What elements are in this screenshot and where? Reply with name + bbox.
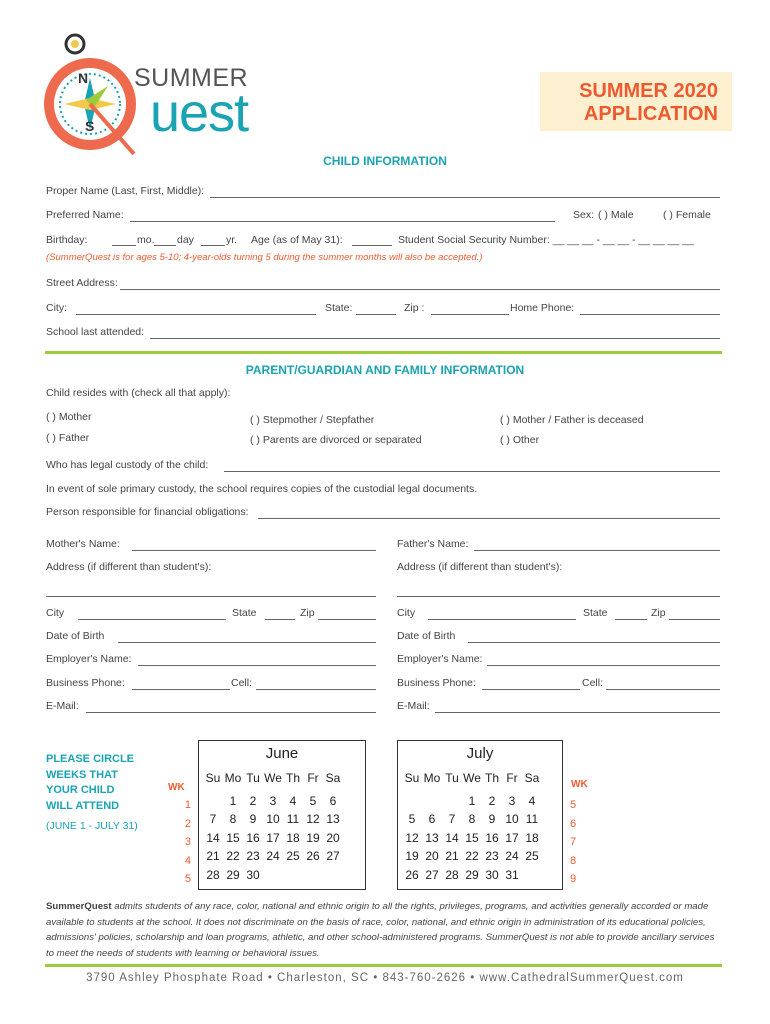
mother-address-label: Address (if different than student's): bbox=[46, 561, 212, 573]
mother-employer-field[interactable] bbox=[138, 665, 376, 666]
june-day: 1 bbox=[229, 793, 237, 808]
july-day bbox=[442, 792, 462, 811]
june-day: 20 bbox=[326, 830, 340, 845]
july-day: 18 bbox=[525, 830, 539, 845]
june-day: 22 bbox=[226, 849, 240, 864]
age-label: Age (as of May 31): bbox=[251, 234, 343, 246]
june-day: 24 bbox=[266, 849, 280, 864]
july-day: 2 bbox=[488, 793, 496, 808]
june-week-3[interactable]: 3 bbox=[184, 836, 191, 848]
mother-state-label: State bbox=[232, 607, 257, 619]
footer-address: 3790 Ashley Phosphate Road • Charleston, SC • 843-760-2626 • www.CathedralSummerQuest.com bbox=[86, 972, 684, 984]
june-day: 6 bbox=[329, 793, 337, 808]
city-label: City: bbox=[46, 302, 67, 314]
compass-s: S bbox=[85, 118, 95, 134]
june-dow: Mo bbox=[224, 771, 242, 786]
june-dow: Sa bbox=[325, 771, 341, 786]
compass-icon bbox=[38, 26, 148, 156]
birthday-year-field[interactable] bbox=[201, 245, 225, 246]
july-day: 27 bbox=[425, 867, 439, 882]
sex-label: Sex: bbox=[573, 209, 595, 221]
father-dob-field[interactable] bbox=[468, 642, 720, 643]
june-day bbox=[283, 866, 303, 885]
mother-city-field[interactable] bbox=[78, 619, 226, 620]
ssn-label[interactable]: Student Social Security Number: __ __ __ - __ __ - __ __ __ __ bbox=[398, 234, 694, 246]
state-field[interactable] bbox=[356, 314, 396, 315]
june-day bbox=[323, 866, 343, 885]
june-month-title: June bbox=[265, 745, 299, 762]
july-day bbox=[422, 792, 442, 811]
mother-cell-field[interactable] bbox=[256, 689, 376, 690]
july-dow: Sa bbox=[524, 771, 540, 786]
july-day: 13 bbox=[425, 830, 439, 845]
july-day bbox=[402, 792, 422, 811]
state-label: State: bbox=[325, 302, 353, 314]
july-day: 8 bbox=[468, 812, 476, 827]
june-dow: Tu bbox=[246, 771, 260, 786]
instruction-line-2: WEEKS THAT bbox=[46, 768, 118, 781]
june-day: 21 bbox=[206, 849, 220, 864]
mother-cell-label: Cell: bbox=[231, 677, 253, 689]
father-name-label: Father's Name: bbox=[397, 538, 469, 550]
june-day: 23 bbox=[246, 849, 260, 864]
birthday-month-field[interactable] bbox=[112, 245, 136, 246]
july-dow: Mo bbox=[423, 771, 441, 786]
july-wk-header: WK bbox=[571, 779, 588, 790]
home-phone-label: Home Phone: bbox=[510, 302, 575, 314]
school-label: School last attended: bbox=[46, 326, 145, 338]
mother-name-label: Mother's Name: bbox=[46, 538, 120, 550]
father-address-label: Address (if different than student's): bbox=[397, 561, 563, 573]
june-week-5[interactable]: 5 bbox=[184, 873, 191, 885]
july-day: 10 bbox=[505, 812, 519, 827]
july-day: 14 bbox=[445, 830, 459, 845]
mother-state-field[interactable] bbox=[265, 619, 295, 620]
june-days bbox=[203, 769, 343, 884]
compass-n: N bbox=[78, 70, 89, 86]
june-day: 3 bbox=[269, 793, 277, 808]
july-day: 26 bbox=[405, 867, 419, 882]
july-day: 28 bbox=[445, 867, 459, 882]
sole-custody-note: In event of sole primary custody, the school requires copies of the custodial legal documents. bbox=[46, 483, 478, 495]
june-week-numbers bbox=[181, 796, 191, 889]
mother-business-phone-label: Business Phone: bbox=[46, 677, 125, 689]
father-city-label: City bbox=[397, 607, 416, 619]
july-day: 22 bbox=[465, 849, 479, 864]
birthday-label: Birthday: bbox=[46, 234, 88, 246]
option-stepparent[interactable]: ( ) Stepmother / Stepfather bbox=[250, 414, 375, 426]
july-calendar bbox=[397, 740, 563, 890]
option-father[interactable]: ( ) Father bbox=[46, 432, 90, 444]
june-day bbox=[263, 866, 283, 885]
mother-zip-label: Zip bbox=[300, 607, 315, 619]
zip-label: Zip : bbox=[404, 302, 425, 314]
sex-female-option[interactable]: ( ) Female bbox=[663, 209, 711, 221]
financial-field[interactable] bbox=[258, 518, 720, 519]
street-address-label: Street Address: bbox=[46, 277, 118, 289]
july-day: 23 bbox=[485, 849, 499, 864]
father-business-phone-label: Business Phone: bbox=[397, 677, 476, 689]
july-day: 11 bbox=[525, 812, 539, 827]
july-day: 6 bbox=[428, 812, 436, 827]
title-line2: APPLICATION bbox=[583, 103, 718, 125]
july-day: 19 bbox=[405, 849, 419, 864]
june-dow: Su bbox=[205, 771, 221, 786]
footer-divider bbox=[45, 964, 722, 967]
july-day bbox=[522, 866, 542, 885]
july-day: 21 bbox=[445, 849, 459, 864]
mother-email-label: E-Mail: bbox=[46, 700, 79, 712]
birthday-day-field[interactable] bbox=[154, 245, 176, 246]
july-dow: Fr bbox=[506, 771, 518, 786]
july-day: 3 bbox=[508, 793, 516, 808]
july-week-numbers bbox=[570, 796, 576, 889]
mother-dob-label: Date of Birth bbox=[46, 630, 105, 642]
july-week-6[interactable]: 6 bbox=[570, 817, 577, 830]
application-title bbox=[540, 80, 718, 126]
father-state-field[interactable] bbox=[615, 619, 647, 620]
birthday-yr-label: yr. bbox=[226, 234, 238, 246]
father-cell-label: Cell: bbox=[582, 677, 604, 689]
father-employer-field[interactable] bbox=[487, 665, 720, 666]
june-day: 12 bbox=[306, 812, 320, 827]
june-day: 29 bbox=[226, 867, 240, 882]
june-day: 17 bbox=[266, 830, 280, 845]
july-dow: Su bbox=[404, 771, 420, 786]
july-day: 15 bbox=[465, 830, 479, 845]
father-email-field[interactable] bbox=[435, 712, 720, 713]
nondiscrimination-statement bbox=[46, 899, 722, 961]
july-day: 1 bbox=[468, 793, 476, 808]
june-week-2[interactable]: 2 bbox=[184, 817, 191, 830]
age-note: (SummerQuest is for ages 5-10; 4-year-olds turning 5 during the summer months will also be accepted.) bbox=[46, 252, 483, 263]
father-zip-field[interactable] bbox=[669, 619, 720, 620]
june-week-1[interactable]: 1 bbox=[184, 799, 191, 811]
resides-label: Child resides with (check all that apply): bbox=[46, 387, 231, 399]
proper-name-field[interactable] bbox=[210, 197, 720, 198]
june-dow: Th bbox=[285, 771, 300, 786]
june-wk-header: WK bbox=[168, 782, 185, 793]
logo-summer: SUMMER bbox=[134, 64, 249, 92]
june-day: 5 bbox=[309, 793, 317, 808]
father-zip-label: Zip bbox=[651, 607, 666, 619]
june-day: 4 bbox=[289, 793, 297, 808]
july-day: 29 bbox=[465, 867, 479, 882]
option-other[interactable]: ( ) Other bbox=[500, 434, 540, 446]
july-day: 30 bbox=[485, 867, 499, 882]
birthday-mo-label: mo. bbox=[137, 234, 155, 246]
july-day: 4 bbox=[528, 793, 536, 808]
father-state-label: State bbox=[583, 607, 608, 619]
home-phone-field[interactable] bbox=[580, 314, 720, 315]
june-day: 25 bbox=[286, 849, 300, 864]
option-deceased[interactable]: ( ) Mother / Father is deceased bbox=[500, 414, 644, 426]
mother-zip-field[interactable] bbox=[318, 619, 376, 620]
statement-text: admits students of any race, color, national and ethnic origin to all the rights, privileges, programs, and activities generally accorded or made available to students at the school. It does not discriminate on the basis of race, color, national, and ethnic origin in administration of its educational policies, admissions' policies, scholarship and loan programs, athletic, and other school-administered programs. SummerQuest is not able to provide ancillary services to meet the needs of students with learning or behavioral issues. bbox=[46, 901, 715, 959]
mother-business-phone-field[interactable] bbox=[132, 689, 230, 690]
weeks-range: (JUNE 1 - JULY 31) bbox=[46, 820, 138, 832]
birthday-day-label: day bbox=[177, 234, 194, 246]
june-day bbox=[303, 866, 323, 885]
father-email-label: E-Mail: bbox=[397, 700, 430, 712]
july-day: 25 bbox=[525, 849, 539, 864]
june-day: 26 bbox=[306, 849, 320, 864]
father-dob-label: Date of Birth bbox=[397, 630, 456, 642]
instruction-line-4: WILL ATTEND bbox=[46, 799, 120, 812]
july-day: 7 bbox=[448, 812, 456, 827]
custody-field[interactable] bbox=[224, 471, 720, 472]
june-day: 28 bbox=[206, 867, 220, 882]
financial-label: Person responsible for financial obligations: bbox=[46, 506, 249, 518]
june-week-4[interactable]: 4 bbox=[184, 854, 191, 867]
july-days bbox=[402, 769, 542, 884]
july-dow: Th bbox=[484, 771, 499, 786]
preferred-name-label: Preferred Name: bbox=[46, 209, 124, 221]
age-field[interactable] bbox=[352, 245, 392, 246]
statement-brand: SummerQuest bbox=[46, 901, 112, 912]
june-dow: Fr bbox=[307, 771, 319, 786]
july-day: 9 bbox=[488, 812, 496, 827]
june-day: 13 bbox=[326, 812, 340, 827]
july-day: 24 bbox=[505, 849, 519, 864]
preferred-name-field[interactable] bbox=[130, 221, 555, 222]
july-day: 12 bbox=[405, 830, 419, 845]
july-week-5[interactable]: 5 bbox=[570, 799, 577, 811]
july-day: 5 bbox=[408, 812, 416, 827]
june-calendar bbox=[198, 740, 366, 890]
section-divider bbox=[45, 351, 722, 354]
june-day: 16 bbox=[246, 830, 260, 845]
mother-address-field[interactable] bbox=[46, 596, 376, 597]
circle-weeks-instruction bbox=[46, 752, 134, 814]
mother-employer-label: Employer's Name: bbox=[46, 653, 132, 665]
july-month-title: July bbox=[466, 745, 494, 762]
title-line1: SUMMER 2020 bbox=[579, 80, 718, 102]
sex-male-option[interactable]: ( ) Male bbox=[598, 209, 634, 221]
mother-city-label: City bbox=[46, 607, 65, 619]
father-employer-label: Employer's Name: bbox=[397, 653, 483, 665]
parent-info-heading: PARENT/GUARDIAN AND FAMILY INFORMATION bbox=[245, 363, 525, 377]
proper-name-label: Proper Name (Last, First, Middle): bbox=[46, 185, 205, 197]
street-address-field[interactable] bbox=[120, 289, 720, 290]
july-day: 20 bbox=[425, 849, 439, 864]
mother-name-field[interactable] bbox=[132, 550, 376, 551]
school-field[interactable] bbox=[150, 338, 720, 339]
option-divorced[interactable]: ( ) Parents are divorced or separated bbox=[250, 434, 422, 446]
instruction-line-3: YOUR CHILD bbox=[46, 784, 115, 796]
june-day: 30 bbox=[246, 867, 260, 882]
father-address-field[interactable] bbox=[397, 596, 720, 597]
june-day: 11 bbox=[286, 812, 300, 827]
june-day: 14 bbox=[206, 830, 220, 845]
july-day: 16 bbox=[485, 830, 499, 845]
july-week-8[interactable]: 8 bbox=[570, 854, 577, 867]
july-dow: We bbox=[463, 771, 481, 786]
june-day: 10 bbox=[266, 812, 280, 827]
city-field[interactable] bbox=[76, 314, 316, 315]
june-dow: We bbox=[264, 771, 282, 786]
mother-dob-field[interactable] bbox=[118, 642, 376, 643]
june-day: 19 bbox=[306, 830, 320, 845]
mother-email-field[interactable] bbox=[86, 712, 376, 713]
june-day: 7 bbox=[209, 812, 217, 827]
july-day: 17 bbox=[505, 830, 519, 845]
logo bbox=[38, 26, 268, 156]
logo-uest: uest bbox=[150, 83, 249, 143]
instruction-line-1: PLEASE CIRCLE bbox=[46, 753, 135, 765]
june-day: 15 bbox=[226, 830, 240, 845]
june-day: 2 bbox=[249, 793, 257, 808]
june-day: 8 bbox=[229, 812, 237, 827]
july-day: 31 bbox=[505, 867, 519, 882]
july-week-9[interactable]: 9 bbox=[570, 873, 577, 885]
zip-field[interactable] bbox=[431, 314, 509, 315]
june-day: 18 bbox=[286, 830, 300, 845]
july-week-7[interactable]: 7 bbox=[570, 836, 577, 848]
father-cell-field[interactable] bbox=[606, 689, 720, 690]
june-day: 9 bbox=[249, 812, 257, 827]
father-business-phone-field[interactable] bbox=[482, 689, 580, 690]
child-info-heading: CHILD INFORMATION bbox=[323, 154, 447, 168]
option-mother[interactable]: ( ) Mother bbox=[46, 411, 92, 423]
father-city-field[interactable] bbox=[428, 619, 576, 620]
june-day: 27 bbox=[326, 849, 340, 864]
june-day bbox=[203, 792, 223, 811]
father-name-field[interactable] bbox=[474, 550, 720, 551]
july-dow: Tu bbox=[445, 771, 459, 786]
custody-label: Who has legal custody of the child: bbox=[46, 459, 209, 471]
